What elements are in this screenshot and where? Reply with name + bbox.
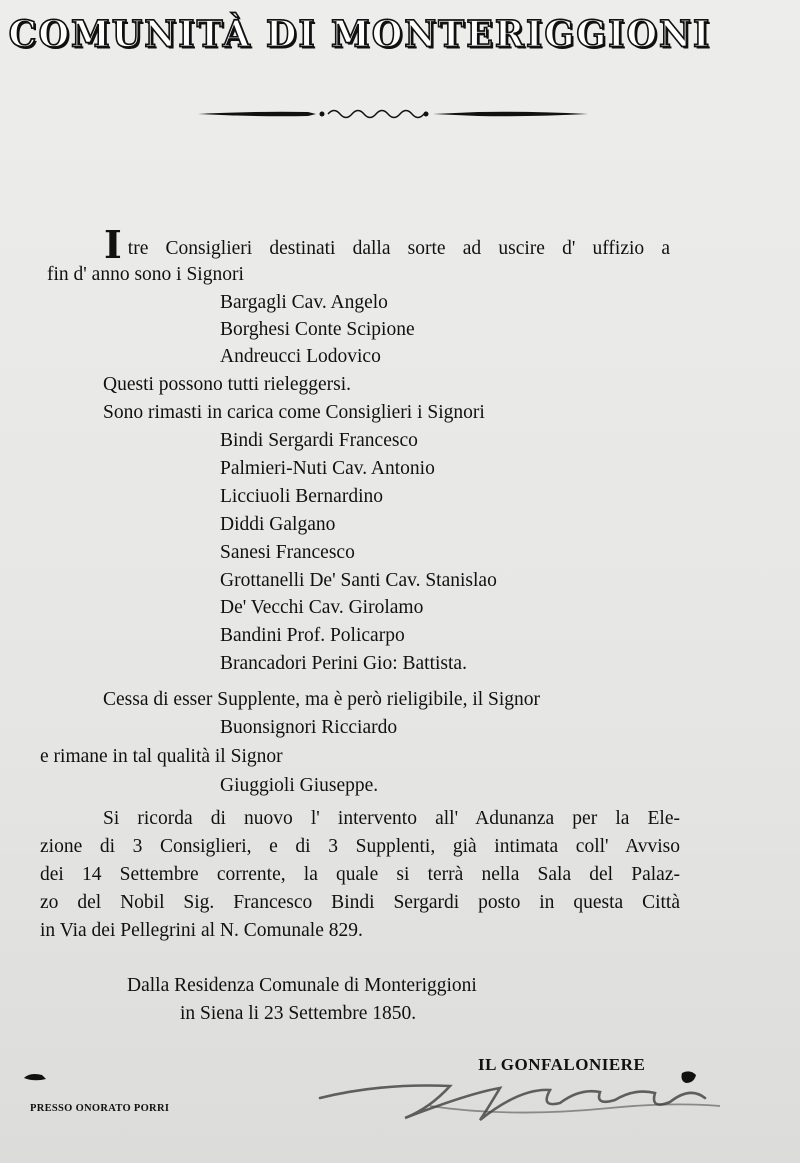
signatory-title: IL GONFALONIERE xyxy=(478,1055,646,1074)
reminder-line: zione di 3 Consiglieri, e di 3 Supplenti, già intimata coll' Avviso xyxy=(40,836,680,857)
remaining-name: Grottanelli De' Santi Cav. Stanislao xyxy=(220,570,497,591)
remaining-name: Licciuoli Bernardino xyxy=(220,486,383,507)
ink-mark xyxy=(22,1070,48,1084)
printer-imprint: PRESSO ONORATO PORRI xyxy=(30,1103,170,1114)
intro-line-2: fin d' anno sono i Signori xyxy=(47,264,244,285)
reminder-line: in Via dei Pellegrini al N. Comunale 829. xyxy=(40,920,363,941)
closing-place: Dalla Residenza Comunale di Monteriggioni xyxy=(127,975,477,996)
remaining-name: Diddi Galgano xyxy=(220,514,336,535)
remaining-name: Bindi Sergardi Francesco xyxy=(220,430,418,451)
reelect-note: Questi possono tutti rieleggersi. xyxy=(103,374,352,395)
page-title: COMUNITÀ DI MONTERIGGIONI xyxy=(8,12,712,57)
substitute-intro: Cessa di esser Supplente, ma è però rieligibile, il Signor xyxy=(103,689,541,710)
remaining-intro: Sono rimasti in carica come Consiglieri i Signori xyxy=(103,402,485,423)
reminder-line: zo del Nobil Sig. Francesco Bindi Sergardi posto in questa Città xyxy=(40,892,680,913)
remains-name: Giuggioli Giuseppe. xyxy=(220,775,379,796)
ornamental-divider xyxy=(198,104,588,124)
substitute-name: Buonsignori Ricciardo xyxy=(220,717,398,738)
intro-line-1 xyxy=(104,222,670,267)
remaining-name: De' Vecchi Cav. Girolamo xyxy=(220,597,424,618)
remaining-name: Bandini Prof. Policarpo xyxy=(220,625,405,646)
outgoing-name: Borghesi Conte Scipione xyxy=(220,319,415,340)
outgoing-name: Andreucci Lodovico xyxy=(220,346,381,367)
reminder-line: Si ricorda di nuovo l' intervento all' Adunanza per la Ele- xyxy=(103,808,680,829)
outgoing-name: Bargagli Cav. Angelo xyxy=(220,292,388,313)
intro-text: tre Consiglieri destinati dalla sorte ad uscire d' uffizio a xyxy=(127,238,670,259)
closing-date: in Siena li 23 Settembre 1850. xyxy=(180,1003,417,1024)
reminder-line: dei 14 Settembre corrente, la quale si terrà nella Sala del Palaz- xyxy=(40,864,680,885)
remains-intro: e rimane in tal qualità il Signor xyxy=(40,746,283,767)
remaining-name: Palmieri-Nuti Cav. Antonio xyxy=(220,458,435,479)
remaining-name: Brancadori Perini Gio: Battista. xyxy=(220,653,467,674)
remaining-name: Sanesi Francesco xyxy=(220,542,355,563)
drop-cap: I xyxy=(104,222,122,267)
